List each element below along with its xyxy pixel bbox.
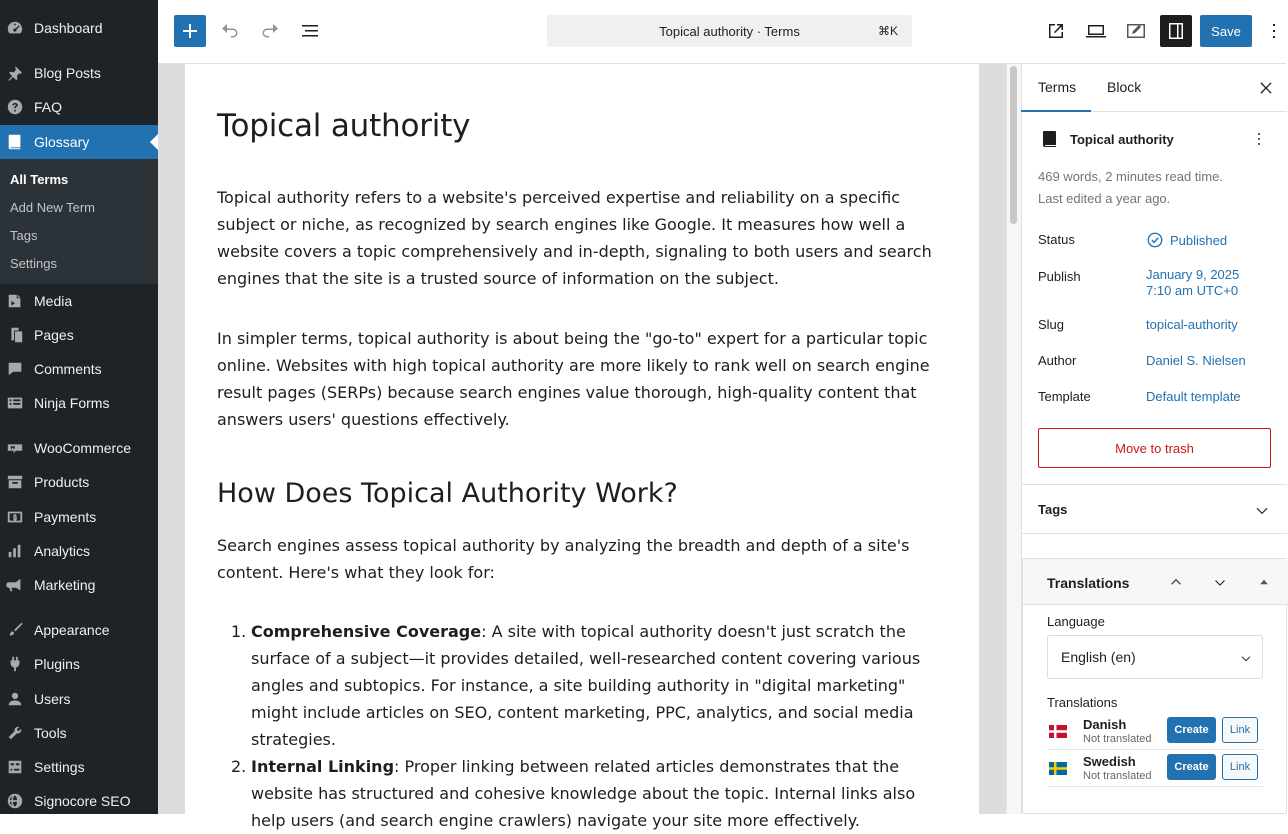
more-vertical-icon: [1249, 129, 1269, 149]
menu-media[interactable]: [0, 284, 158, 318]
menu-glossary[interactable]: [0, 125, 158, 159]
wrench-icon: [5, 723, 25, 743]
menu-comments[interactable]: [0, 352, 158, 386]
pin-icon: [5, 63, 25, 83]
menu-appearance[interactable]: [0, 613, 158, 647]
sidebar-icon: [1164, 19, 1188, 43]
menu-faq[interactable]: [0, 90, 158, 124]
menu-tools-label: Tools: [34, 725, 67, 741]
menu-plugins-label: Plugins: [34, 656, 80, 672]
view-post-button[interactable]: [1040, 15, 1072, 47]
menu-payments-label: Payments: [34, 509, 97, 525]
menu-settings-label: Settings: [34, 759, 85, 775]
link-translation-button[interactable]: Link: [1222, 717, 1258, 743]
globe-icon: [5, 791, 25, 811]
menu-tools[interactable]: [0, 716, 158, 750]
book-icon: [1040, 129, 1060, 149]
media-icon: [5, 291, 25, 311]
menu-faq-label: FAQ: [34, 99, 63, 115]
submenu-all-terms[interactable]: All Terms: [10, 172, 69, 187]
menu-woocommerce-label: WooCommerce: [34, 440, 131, 456]
last-edited: Last edited a year ago.: [1038, 191, 1171, 206]
chevron-up-icon[interactable]: [1165, 571, 1187, 593]
dashboard-icon: [5, 18, 25, 38]
translations-panel: [1022, 558, 1287, 814]
document-title: Topical authority · Terms: [659, 23, 800, 39]
canvas-scrollbar[interactable]: [1010, 66, 1017, 224]
link-translation-button[interactable]: Link: [1222, 754, 1258, 780]
template-label: Template: [1038, 389, 1091, 404]
list-item[interactable]: [217, 753, 952, 834]
plus-icon: [178, 19, 202, 43]
translation-status: Not translated: [1083, 770, 1152, 782]
menu-ninja-forms-label: Ninja Forms: [34, 395, 110, 411]
menu-users-label: Users: [34, 691, 71, 707]
add-block-button[interactable]: [174, 15, 206, 47]
tab-terms[interactable]: Terms: [1038, 79, 1077, 95]
sidebar-tabs: [1022, 64, 1287, 112]
menu-woocommerce[interactable]: [0, 431, 158, 465]
woo-icon: [5, 438, 25, 458]
post-card-title: Topical authority: [1070, 132, 1174, 147]
dollar-icon: [5, 507, 25, 527]
shortcut-hint: ⌘K: [877, 24, 898, 38]
chevron-down-icon: [1238, 650, 1254, 666]
collapse-triangle-icon[interactable]: [1253, 571, 1275, 593]
paragraph-1[interactable]: Topical authority refers to a website's perceived expertise and reliability on a specific subject or niche, as recognized by search engines like Google. It measures how well a website covers a topic comprehensively and in-depth, signaling to both users and search engines that the site is a trusted source of information on the subject.: [217, 188, 932, 288]
menu-products[interactable]: [0, 465, 158, 499]
swedish-flag-icon: [1049, 762, 1067, 775]
language-name: Danish: [1083, 717, 1127, 732]
help-icon: [5, 97, 25, 117]
list-text: : Proper linking between related articles demonstrates that the website has structured and cohesive knowledge about the topic. Internal links also help users (and search engine crawlers) navigate your site more effectively.: [251, 757, 916, 830]
paragraph-3[interactable]: Search engines assess topical authority by analyzing the breadth and depth of a site's content. Here's what they look for:: [217, 536, 910, 582]
menu-analytics-label: Analytics: [34, 543, 91, 559]
menu-plugins[interactable]: [0, 647, 158, 681]
chevron-down-icon[interactable]: [1209, 571, 1231, 593]
author-label: Author: [1038, 353, 1077, 368]
post-title[interactable]: Topical authority: [217, 108, 471, 144]
seo-plugin-button[interactable]: [1120, 15, 1152, 47]
menu-analytics[interactable]: [0, 534, 158, 568]
status-label: Status: [1038, 232, 1075, 247]
menu-pages[interactable]: [0, 318, 158, 352]
word-count: 469 words, 2 minutes read time.: [1038, 169, 1223, 184]
more-vertical-icon: [1262, 19, 1286, 43]
language-select[interactable]: [1047, 635, 1263, 679]
megaphone-icon: [5, 575, 25, 595]
menu-users[interactable]: [0, 682, 158, 716]
redo-icon: [258, 19, 282, 43]
list-term: Comprehensive Coverage: [251, 622, 482, 641]
create-translation-button[interactable]: Create: [1167, 754, 1216, 780]
comment-icon: [5, 359, 25, 379]
settings-toggle-button[interactable]: [1160, 15, 1192, 47]
slug-label: Slug: [1038, 317, 1065, 332]
menu-marketing-label: Marketing: [34, 577, 96, 593]
status-text: Published: [1170, 233, 1228, 248]
slug-value[interactable]: topical-authority: [1146, 317, 1238, 332]
list-view-icon: [298, 19, 322, 43]
list-item[interactable]: [217, 618, 952, 753]
divider: [1022, 533, 1287, 534]
translation-row-swedish: [1047, 750, 1263, 787]
admin-menu: [0, 0, 158, 814]
translation-row-danish: [1047, 713, 1263, 750]
menu-appearance-label: Appearance: [34, 622, 110, 638]
menu-blog-posts-label: Blog Posts: [34, 65, 101, 81]
paragraph-2[interactable]: In simpler terms, topical authority is about being the "go-to" expert for a particular topic online. Websites with high topical authority are more likely to rank well on search engine result pages (SERPs) because search engines value thorough, high-quality content that answers users' questions effectively.: [217, 329, 930, 429]
chart-bar-icon: [5, 541, 25, 561]
author-value[interactable]: Daniel S. Nielsen: [1146, 353, 1246, 368]
forms-icon: [5, 393, 25, 413]
create-translation-button[interactable]: Create: [1167, 717, 1216, 743]
pages-icon: [5, 325, 25, 345]
translation-status: Not translated: [1083, 733, 1152, 745]
divider: [1022, 484, 1287, 485]
menu-comments-label: Comments: [34, 361, 102, 377]
heading-how-it-works[interactable]: How Does Topical Authority Work?: [217, 478, 678, 509]
save-button[interactable]: Save: [1200, 15, 1252, 47]
brush-icon: [5, 620, 25, 640]
menu-signocore-seo[interactable]: [0, 784, 158, 818]
status-value[interactable]: [1146, 231, 1227, 249]
menu-dashboard[interactable]: [0, 11, 158, 45]
user-icon: [5, 689, 25, 709]
menu-settings[interactable]: [0, 750, 158, 784]
archive-icon: [5, 472, 25, 492]
list-term: Internal Linking: [251, 757, 395, 776]
menu-glossary-label: Glossary: [34, 134, 90, 150]
external-link-icon: [1044, 19, 1068, 43]
translations-subtitle: Translations: [1047, 695, 1118, 710]
template-value[interactable]: Default template: [1146, 389, 1241, 404]
publish-time: 7:10 am UTC+0: [1146, 283, 1239, 298]
submenu-tags[interactable]: Tags: [10, 228, 38, 243]
tab-block[interactable]: Block: [1107, 79, 1142, 95]
options-button[interactable]: [1262, 15, 1286, 47]
translations-title: Translations: [1047, 575, 1130, 591]
language-name: Swedish: [1083, 754, 1136, 769]
publish-date-button[interactable]: [1146, 267, 1239, 299]
publish-date: January 9, 2025: [1146, 267, 1240, 282]
menu-signocore-seo-label: Signocore SEO: [34, 793, 131, 809]
list-number: 2.: [231, 757, 247, 776]
chevron-down-icon[interactable]: [1252, 500, 1272, 520]
plugin-icon: [5, 654, 25, 674]
document-overview-button[interactable]: [294, 15, 326, 47]
close-sidebar-button[interactable]: [1254, 76, 1278, 100]
book-icon: [5, 132, 25, 152]
menu-ninja-forms[interactable]: [0, 386, 158, 420]
menu-marketing[interactable]: [0, 568, 158, 602]
glossary-submenu: [0, 159, 158, 284]
language-value: English (en): [1061, 649, 1136, 665]
submenu-settings[interactable]: Settings: [10, 256, 57, 271]
menu-dashboard-label: Dashboard: [34, 20, 103, 36]
post-actions-button[interactable]: [1248, 128, 1270, 150]
published-check-icon: [1146, 231, 1164, 249]
menu-payments[interactable]: [0, 500, 158, 534]
settings-sidebar: [1021, 64, 1286, 814]
command-palette-bar[interactable]: [547, 15, 912, 47]
edit-note-icon: [1124, 19, 1148, 43]
ordered-list[interactable]: [217, 618, 952, 834]
menu-media-label: Media: [34, 293, 73, 309]
redo-button[interactable]: [254, 15, 286, 47]
menu-products-label: Products: [34, 474, 90, 490]
editor-toolbar: [158, 0, 1286, 64]
menu-pages-label: Pages: [34, 327, 74, 343]
danish-flag-icon: [1049, 725, 1067, 738]
editor-canvas: [185, 64, 979, 830]
submenu-add-new-term[interactable]: Add New Term: [10, 200, 96, 215]
device-preview-button[interactable]: [1080, 15, 1112, 47]
menu-blog-posts[interactable]: [0, 56, 158, 90]
list-text: : A site with topical authority doesn't just scratch the surface of a subject—it provides detailed, well-researched content covering various angles and subtopics. For instance, a site building authority in "digital marketing" might include articles on SEO, content marketing, PPC, analytics, and social media strategies.: [251, 622, 921, 749]
tags-panel-title[interactable]: Tags: [1038, 502, 1068, 517]
move-to-trash-button[interactable]: Move to trash: [1038, 428, 1271, 468]
translations-header: [1023, 559, 1288, 605]
language-label: Language: [1047, 614, 1105, 629]
undo-icon: [218, 19, 242, 43]
list-number: 1.: [231, 622, 247, 641]
settings-icon: [5, 757, 25, 777]
close-icon: [1256, 78, 1276, 98]
undo-button[interactable]: [214, 15, 246, 47]
publish-label: Publish: [1038, 269, 1081, 284]
desktop-icon: [1084, 19, 1108, 43]
